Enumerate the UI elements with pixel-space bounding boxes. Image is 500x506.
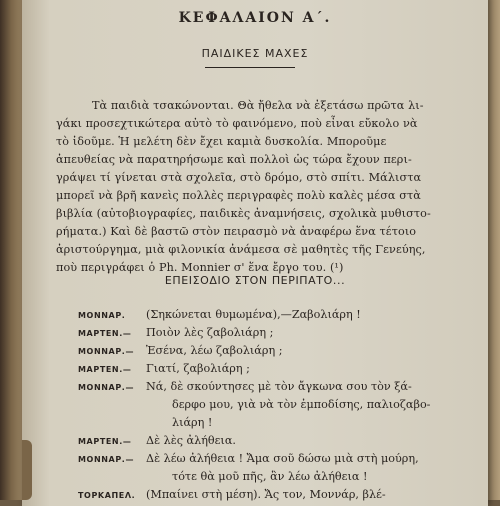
chapter-subtitle: ΠΑΙΔΙΚΕΣ ΜΑΧΕΣ (201, 47, 309, 60)
dialogue-line: Ἐσένα, λέω ζαβολιάρη ; (146, 344, 283, 357)
chapter-heading: ΚΕΦΑΛΑΙΟΝ Α΄. (178, 10, 332, 26)
dialogue-line: Δὲ λὲς ἀλήθεια. (146, 434, 236, 447)
dialogue-line: (Μπαίνει στὴ μέση). Ἄς τον, Μοννάρ, βλέ- (146, 488, 386, 501)
paragraph-line: τὸ ἰδοῦμε. Ἡ μελέτη δὲν ἔχει καμιὰ δυσκολία. Μποροῦμε (56, 135, 387, 148)
paragraph-line: ἀπευθείας νὰ παρατηρήσωμε καὶ πολλοὶ ὡς τώρα ἔχουν περι- (56, 153, 412, 166)
paragraph-line: γράψει τί γίνεται στὰ σχολεῖα, στὸ δρόμο, στὸ σπίτι. Μάλιστα (56, 171, 422, 184)
speaker-name: ΜΟΝΝΑΡ.— (78, 347, 135, 356)
dialogue-line: Γιατί, ζαβολιάρη ; (146, 362, 250, 375)
paragraph-line: γάκι προσεχτικώτερα αὐτὸ τὸ φαινόμενο, ποὺ εἶναι εὔκολο νὰ (56, 117, 418, 130)
dialogue-continuation: λιάρη ! (172, 416, 213, 429)
section-title: ΕΠΕΙΣΟΔΙΟ ΣΤΟΝ ΠΕΡΙΠΑΤΟ... (164, 274, 346, 287)
dialogue-line: Νά, δὲ σκούντησες μὲ τὸν ἄγκωνα σου τὸν ξά- (146, 380, 412, 393)
dialogue-continuation: τότε θὰ μοῦ πῆς, ἂν λέω ἀλήθεια ! (172, 470, 368, 483)
paragraph-line: βιβλία (αὐτοβιογραφίες, παιδικὲς ἀναμνήσεις, σχολικὰ μυθιστο- (56, 207, 431, 220)
book-page (22, 0, 488, 506)
dialogue-line: Ποιὸν λὲς ζαβολιάρη ; (146, 326, 274, 339)
dialogue-line: (Σηκώνεται θυμωμένα),—Ζαβολιάρη ! (146, 308, 361, 321)
page-tear (22, 440, 32, 500)
speaker-name: ΜΑΡΤΕΝ.— (78, 329, 132, 338)
paragraph-line: ἀριστούργημα, μιὰ φιλονικία ἀνάμεσα σὲ μαθητὲς τῆς Γενεύης, (56, 243, 426, 256)
speaker-name: ΜΟΝΝΑΡ. (78, 311, 126, 320)
paragraph-line: ποὺ περιγράφει ὁ Ph. Monnier σ' ἕνα ἔργο του. (¹) (56, 261, 344, 274)
dialogue-line: Δὲ λέω ἀλήθεια ! Ἄμα σοῦ δώσω μιὰ στὴ μούρη, (146, 452, 419, 465)
paragraph-line: μπορεῖ νὰ βρῆ κανεὶς πολλὲς περιγραφὲς πολὺ καλὲς μέσα στὰ (56, 189, 421, 202)
speaker-name: ΜΟΝΝΑΡ.— (78, 383, 135, 392)
subtitle-underline (205, 67, 295, 68)
speaker-name: ΜΑΡΤΕΝ.— (78, 437, 132, 446)
paragraph-line: ρήματα.) Καὶ δὲ βαστῶ στὸν πειρασμὸ νὰ ἀναφέρω ἕνα τέτοιο (56, 225, 417, 238)
paragraph-line: Τὰ παιδιὰ τσακώνονται. Θὰ ἤθελα νὰ ἐξετάσω πρῶτα λι- (92, 99, 424, 112)
dialogue-continuation: δερφο μου, γιὰ νὰ τὸν ἐμποδίσης, παλιοζαβο- (172, 398, 431, 411)
speaker-name: ΤΟΡΚΑΠΕΛ. (78, 491, 136, 500)
speaker-name: ΜΟΝΝΑΡ.— (78, 455, 135, 464)
next-page-edge (486, 0, 500, 500)
speaker-name: ΜΑΡΤΕΝ.— (78, 365, 132, 374)
